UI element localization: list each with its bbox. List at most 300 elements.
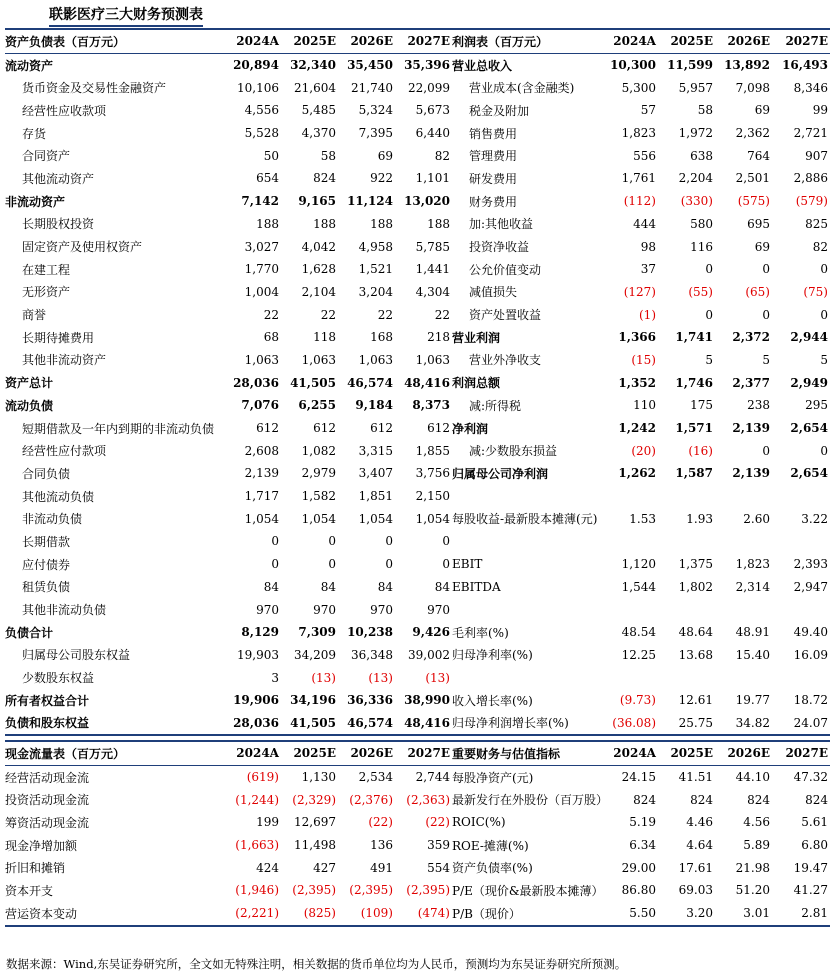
table-row <box>5 349 452 372</box>
row-value: 8,373 <box>412 398 450 413</box>
row-label: EBITDA <box>452 579 501 594</box>
row-value: 3.01 <box>715 902 772 926</box>
row-value <box>715 598 772 621</box>
table-row <box>452 281 830 304</box>
row-label: 长期借款 <box>22 534 71 549</box>
row-value: 0 <box>762 262 770 277</box>
row-value: 116 <box>690 239 713 254</box>
row-value: 1,082 <box>301 443 336 458</box>
row-label <box>452 530 610 553</box>
row-value: (2,363) <box>406 792 450 807</box>
row-value: 4,958 <box>358 239 393 254</box>
row-value: 58 <box>697 103 713 118</box>
row-label: 营运资本变动 <box>5 902 228 926</box>
row-value: 11,599 <box>667 58 713 73</box>
row-value <box>772 666 830 689</box>
row-value: 2,979 <box>301 466 336 481</box>
row-value: 82 <box>812 239 828 254</box>
row-value: 11,124 <box>347 194 393 209</box>
row-label: 归属母公司净利润 <box>452 466 549 481</box>
table-row <box>452 598 830 621</box>
table-row <box>5 167 452 190</box>
table-row <box>452 213 830 236</box>
row-value: 907 <box>805 148 828 163</box>
row-value: 2,104 <box>301 284 336 299</box>
table-row <box>5 644 452 667</box>
table-row <box>452 144 830 167</box>
row-value: 46,574 <box>338 712 395 736</box>
row-value: 3 <box>271 670 279 685</box>
row-value: 16.09 <box>793 647 828 662</box>
row-value: 188 <box>313 216 336 231</box>
row-value: (619) <box>246 770 279 785</box>
row-value: 188 <box>427 216 450 231</box>
row-label: EBIT <box>452 557 483 572</box>
row-value: 612 <box>313 421 336 436</box>
row-value: 12.61 <box>678 693 713 708</box>
row-value: (16) <box>688 443 713 458</box>
row-label: 归母净利率(%) <box>452 648 533 663</box>
row-value: 28,036 <box>233 375 279 390</box>
row-value: 1,063 <box>301 352 336 367</box>
row-value: 3,315 <box>358 443 393 458</box>
row-value: 11,498 <box>294 838 336 853</box>
row-value: (36.08) <box>610 712 658 736</box>
row-value: (13) <box>425 670 450 685</box>
row-label: 投资净收益 <box>469 240 530 255</box>
row-value: 1,717 <box>244 489 279 504</box>
table-row <box>452 303 830 326</box>
table-row <box>5 213 452 236</box>
row-value: 1,242 <box>618 421 656 436</box>
row-value: 1,352 <box>618 375 656 390</box>
row-value: 0 <box>820 262 828 277</box>
row-value: 295 <box>805 398 828 413</box>
table-row <box>5 598 452 621</box>
row-label: 长期股权投资 <box>22 217 95 232</box>
row-value: 424 <box>256 860 279 875</box>
table-row <box>452 326 830 349</box>
year-header: 2026E <box>338 29 395 53</box>
row-value <box>658 485 715 508</box>
row-value: 1,521 <box>358 262 393 277</box>
row-value: 24.07 <box>772 712 830 736</box>
row-label: 经营性应收款项 <box>22 103 107 118</box>
income-statement-section <box>452 28 830 736</box>
row-value: (55) <box>688 284 713 299</box>
row-value: 5,324 <box>358 103 393 118</box>
row-value: 47.32 <box>793 770 828 785</box>
row-label: ROIC(%) <box>452 815 506 830</box>
row-value: 1,761 <box>621 171 656 186</box>
table-row <box>5 122 452 145</box>
row-label: 管理费用 <box>469 149 518 164</box>
row-value: 0 <box>705 262 713 277</box>
row-value: 4,556 <box>244 103 279 118</box>
row-value: 51.20 <box>735 883 770 898</box>
balance-sheet-header-row <box>5 29 452 53</box>
row-value: (579) <box>795 194 828 209</box>
row-label: 投资活动现金流 <box>5 793 90 808</box>
row-value: 3.22 <box>801 511 828 526</box>
year-header: 2027E <box>395 741 452 765</box>
row-value: 15.40 <box>735 647 770 662</box>
row-value: 2,654 <box>790 466 828 481</box>
row-value: 7,395 <box>358 126 393 141</box>
row-value: (1,946) <box>235 883 279 898</box>
row-label: 经营活动现金流 <box>5 770 90 785</box>
row-value <box>610 485 658 508</box>
row-value: 2,501 <box>735 171 770 186</box>
row-value: 427 <box>313 860 336 875</box>
table-row <box>452 788 830 811</box>
year-header: 2027E <box>395 29 452 53</box>
row-value: 824 <box>690 792 713 807</box>
row-label: 减:少数股东损益 <box>469 444 558 459</box>
row-value: 3,756 <box>415 466 450 481</box>
row-value: 218 <box>427 330 450 345</box>
row-value: 1,063 <box>358 352 393 367</box>
year-header: 2024A <box>610 741 658 765</box>
row-value: 98 <box>640 239 656 254</box>
row-value: 21,740 <box>351 80 393 95</box>
row-value: 48,416 <box>395 712 452 736</box>
table-row <box>452 349 830 372</box>
row-label: 在建工程 <box>22 262 71 277</box>
row-value: 2,150 <box>415 489 450 504</box>
row-value: (22) <box>425 815 450 830</box>
row-value: 1,544 <box>621 579 656 594</box>
row-value: 82 <box>434 148 450 163</box>
table-row <box>452 190 830 213</box>
row-value: 29.00 <box>621 860 656 875</box>
table-row <box>452 258 830 281</box>
row-value: 444 <box>633 216 656 231</box>
row-value: 5,300 <box>621 80 656 95</box>
row-value: 110 <box>633 398 656 413</box>
row-value: 0 <box>820 307 828 322</box>
row-value: 0 <box>762 307 770 322</box>
row-value: 69 <box>754 239 770 254</box>
row-value: 0 <box>820 443 828 458</box>
row-value: 41.51 <box>678 770 713 785</box>
row-value: (474) <box>395 902 452 926</box>
row-value: 46,574 <box>347 375 393 390</box>
row-value: 13,020 <box>404 194 450 209</box>
row-label: 毛利率(%) <box>452 625 509 640</box>
table-row <box>452 53 830 76</box>
row-value: 556 <box>633 148 656 163</box>
row-value: 1,063 <box>415 352 450 367</box>
row-value: 2,721 <box>793 126 828 141</box>
row-value: 22 <box>263 307 279 322</box>
row-value <box>610 666 658 689</box>
row-value: 2,947 <box>793 579 828 594</box>
row-value: 6.80 <box>801 838 828 853</box>
row-value: 3,204 <box>358 284 393 299</box>
row-value: 13,892 <box>724 58 770 73</box>
row-value: (330) <box>680 194 713 209</box>
row-value: 17.61 <box>678 860 713 875</box>
row-value <box>715 485 772 508</box>
row-value: 34,196 <box>290 693 336 708</box>
row-value: 2,139 <box>244 466 279 481</box>
row-label: 营业利润 <box>452 330 501 345</box>
row-label: P/E（现价&最新股本摊薄） <box>452 883 604 898</box>
cash-flow-section <box>5 740 452 927</box>
row-value: 68 <box>263 330 279 345</box>
row-label <box>452 485 610 508</box>
row-value: 5,485 <box>301 103 336 118</box>
row-value: 2,886 <box>793 171 828 186</box>
row-value: 1,262 <box>618 466 656 481</box>
table-row <box>452 122 830 145</box>
row-value: 4,042 <box>301 239 336 254</box>
row-label: 减值损失 <box>469 285 518 300</box>
row-value <box>658 598 715 621</box>
table-row <box>5 902 452 926</box>
row-label: 净利润 <box>452 421 489 436</box>
row-value: 825 <box>805 216 828 231</box>
row-label: 非流动资产 <box>5 194 66 209</box>
table-row <box>5 621 452 644</box>
row-label: 收入增长率(%) <box>452 693 533 708</box>
row-value: 175 <box>690 398 713 413</box>
row-value: 638 <box>690 148 713 163</box>
table-row <box>5 371 452 394</box>
table-row <box>5 326 452 349</box>
table-row <box>5 235 452 258</box>
table-row <box>5 530 452 553</box>
row-value: 5.50 <box>610 902 658 926</box>
row-value: (1,244) <box>235 792 279 807</box>
row-value: 22 <box>377 307 393 322</box>
row-label: 财务费用 <box>469 194 518 209</box>
row-value: (1,663) <box>235 838 279 853</box>
year-header: 2025E <box>658 741 715 765</box>
row-value: 6,440 <box>415 126 450 141</box>
row-value: 2,393 <box>793 557 828 572</box>
row-value: 2,654 <box>790 421 828 436</box>
row-value: 2,139 <box>732 466 770 481</box>
row-value: 1,054 <box>358 511 393 526</box>
row-value: 84 <box>263 579 279 594</box>
data-source-note: 数据来源：Wind,东吴证券研究所，全文如无特殊注明，相关数据的货币单位均为人民币，预测均为东吴证券研究所预测。 <box>6 957 627 971</box>
year-header: 2024A <box>228 741 281 765</box>
row-value: 2,139 <box>732 421 770 436</box>
row-value: 2,534 <box>358 770 393 785</box>
table-row <box>452 621 830 644</box>
row-value: 1,120 <box>621 557 656 572</box>
row-value: 970 <box>427 602 450 617</box>
table-row <box>5 879 452 902</box>
row-label: 经营性应付款项 <box>22 444 107 459</box>
row-value: 4.46 <box>686 815 713 830</box>
table-row <box>5 303 452 326</box>
table-row <box>5 99 452 122</box>
row-value: 28,036 <box>228 712 281 736</box>
row-value: 136 <box>370 838 393 853</box>
row-value: (2,329) <box>292 792 336 807</box>
row-value: (2,376) <box>349 792 393 807</box>
row-value: 32,340 <box>290 58 336 73</box>
row-value: 2,944 <box>790 330 828 345</box>
row-value: 1,101 <box>415 171 450 186</box>
row-label: 流动资产 <box>5 58 54 73</box>
row-value: 41,505 <box>281 712 338 736</box>
row-value: 7,309 <box>298 625 336 640</box>
year-header: 2025E <box>281 741 338 765</box>
row-value: 10,106 <box>237 80 279 95</box>
table-row <box>5 394 452 417</box>
row-label: 其他流动负债 <box>22 489 95 504</box>
table-row <box>452 507 830 530</box>
table-row <box>5 258 452 281</box>
row-value: 0 <box>385 557 393 572</box>
row-value: 2,204 <box>678 171 713 186</box>
row-value: 69.03 <box>678 883 713 898</box>
row-value: 57 <box>640 103 656 118</box>
row-value: 0 <box>271 534 279 549</box>
row-value: (75) <box>803 284 828 299</box>
row-label: 其他非流动资产 <box>22 353 107 368</box>
row-value: 1,054 <box>415 511 450 526</box>
table-row <box>5 811 452 834</box>
key-ratios-table <box>452 740 830 927</box>
row-value: 824 <box>747 792 770 807</box>
row-value: 824 <box>805 792 828 807</box>
balance-sheet-table <box>5 28 452 736</box>
row-value: 36,336 <box>347 693 393 708</box>
row-value: 1,587 <box>675 466 713 481</box>
row-value: 7,142 <box>241 194 279 209</box>
row-label: 折旧和摊销 <box>5 861 66 876</box>
row-value: (2,395) <box>292 883 336 898</box>
row-value: 22,099 <box>408 80 450 95</box>
row-value: (112) <box>623 194 656 209</box>
row-value: 0 <box>328 534 336 549</box>
row-label: 每股收益-最新股本摊薄(元) <box>452 512 598 527</box>
row-value: (13) <box>368 670 393 685</box>
row-label: 其他流动资产 <box>22 171 95 186</box>
row-value: 1,366 <box>618 330 656 345</box>
row-value <box>772 485 830 508</box>
row-label: 应付债券 <box>22 557 71 572</box>
row-value: 970 <box>313 602 336 617</box>
row-value: 2,314 <box>735 579 770 594</box>
table-row <box>5 712 452 736</box>
row-value: 35,450 <box>347 58 393 73</box>
page-title: 联影医疗三大财务预测表 <box>49 4 203 27</box>
row-value: 1,054 <box>301 511 336 526</box>
row-value: 9,426 <box>412 625 450 640</box>
row-value: 0 <box>442 534 450 549</box>
table-row <box>452 167 830 190</box>
table-row <box>5 553 452 576</box>
row-value: 1,441 <box>415 262 450 277</box>
row-value: 50 <box>263 148 279 163</box>
table-row <box>452 76 830 99</box>
row-value: 10,238 <box>347 625 393 640</box>
row-value: 7,098 <box>735 80 770 95</box>
table-row <box>5 666 452 689</box>
table-row <box>5 507 452 530</box>
row-value: 695 <box>747 216 770 231</box>
row-value: 922 <box>370 171 393 186</box>
row-value: (13) <box>311 670 336 685</box>
row-value: 19.77 <box>735 693 770 708</box>
row-value: 0 <box>328 557 336 572</box>
table-row <box>5 856 452 879</box>
row-value: 612 <box>256 421 279 436</box>
row-label: 长期待摊费用 <box>22 330 95 345</box>
row-value <box>715 530 772 553</box>
row-label: 税金及附加 <box>469 103 530 118</box>
row-value: 49.40 <box>793 625 828 640</box>
row-value: 24.15 <box>621 770 656 785</box>
row-value: (825) <box>281 902 338 926</box>
row-label: 流动负债 <box>5 398 54 413</box>
table-row <box>5 439 452 462</box>
row-value: 5 <box>762 352 770 367</box>
row-value <box>610 530 658 553</box>
row-value: 69 <box>377 148 393 163</box>
row-value: 1,770 <box>244 262 279 277</box>
row-value: 1,628 <box>301 262 336 277</box>
row-value: 1,802 <box>678 579 713 594</box>
row-label: 其他非流动负债 <box>22 603 107 618</box>
row-label <box>452 598 610 621</box>
row-label: 非流动负债 <box>22 512 83 527</box>
year-header: 2024A <box>610 29 658 53</box>
row-label: 销售费用 <box>469 126 518 141</box>
row-value: 19,903 <box>237 647 279 662</box>
row-value: 1.93 <box>686 511 713 526</box>
row-value: 10,300 <box>610 58 656 73</box>
row-label <box>452 666 610 689</box>
row-value: 12.25 <box>621 647 656 662</box>
table-row <box>452 689 830 712</box>
row-value: 84 <box>434 579 450 594</box>
row-value: 1,054 <box>244 511 279 526</box>
table-row <box>452 644 830 667</box>
row-value: 84 <box>377 579 393 594</box>
table-row <box>452 394 830 417</box>
cash-flow-header-label: 现金流量表（百万元） <box>5 741 228 765</box>
row-value: 58 <box>320 148 336 163</box>
row-value: 12,697 <box>294 815 336 830</box>
row-value: 16,493 <box>782 58 828 73</box>
row-value: 13.68 <box>678 647 713 662</box>
row-value: 1,823 <box>735 557 770 572</box>
row-label: 资产总计 <box>5 376 54 391</box>
row-label: P/B（现价） <box>452 902 610 926</box>
income-statement-table <box>452 28 830 736</box>
row-value: 168 <box>370 330 393 345</box>
year-header: 2025E <box>281 29 338 53</box>
table-row <box>5 53 452 76</box>
row-value: 764 <box>747 148 770 163</box>
row-label: 减:所得税 <box>469 398 522 413</box>
row-value: 34,209 <box>294 647 336 662</box>
table-row <box>5 281 452 304</box>
row-value: 19,906 <box>233 693 279 708</box>
row-value: 5.61 <box>801 815 828 830</box>
row-label: 无形资产 <box>22 285 71 300</box>
row-value: 41.27 <box>793 883 828 898</box>
table-row <box>452 553 830 576</box>
row-value: 36,348 <box>351 647 393 662</box>
